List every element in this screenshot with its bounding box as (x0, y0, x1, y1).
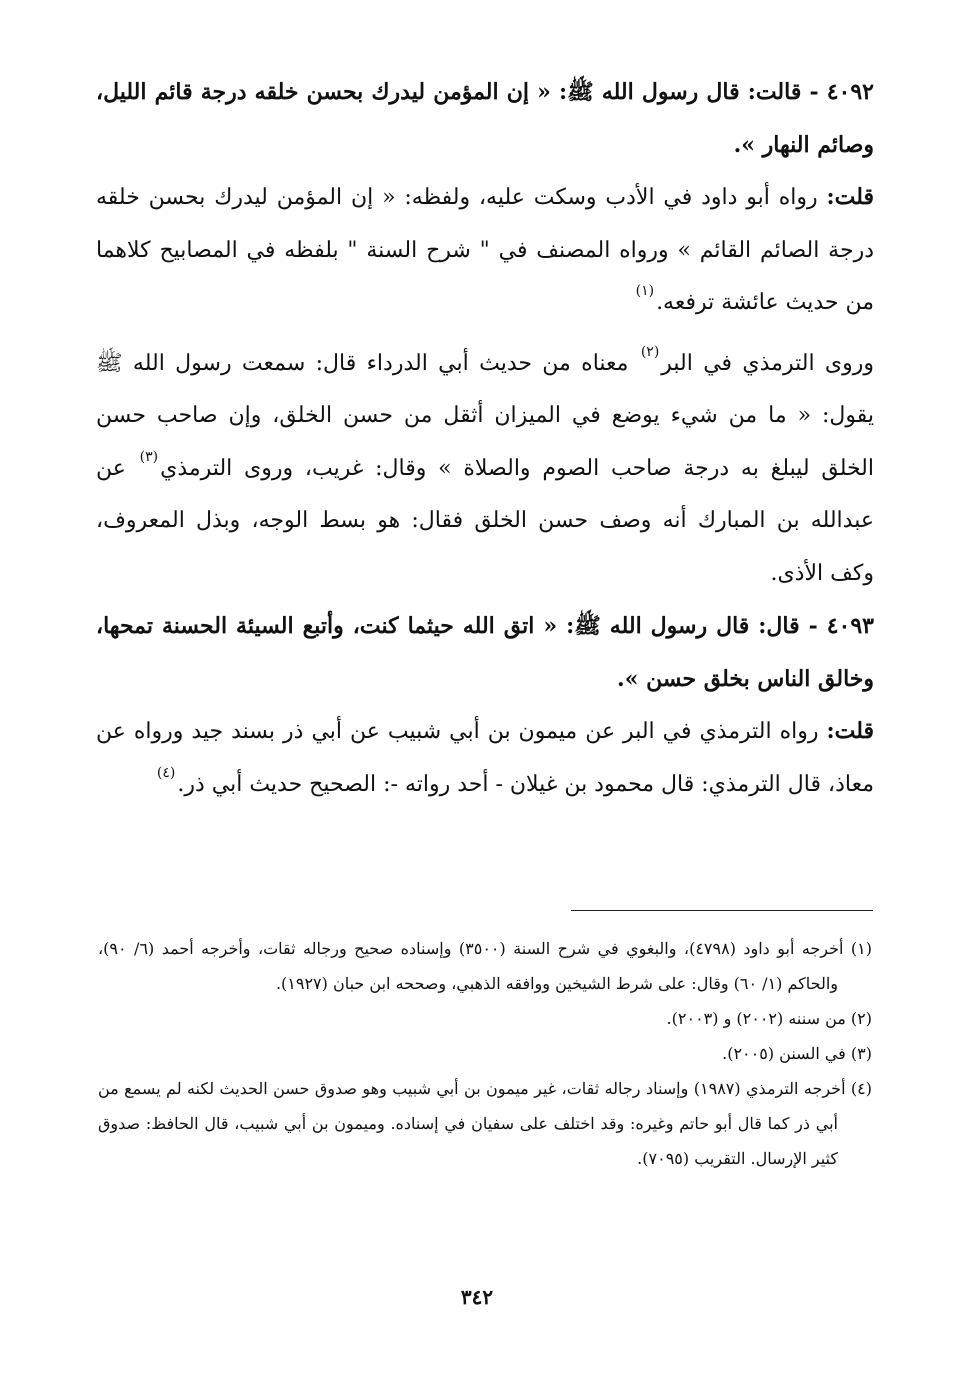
commentary-4093 (96, 705, 874, 811)
hadith-4092: ٤٠٩٢ - قالت: قال رسول الله ﷺ: « إن المؤمن ليدرك بحسن خلقه درجة قائم الليل، وصائم النهار ». (96, 79, 874, 158)
main-text (96, 66, 874, 811)
footnote-ref-3: (٣) (139, 448, 159, 465)
commentary-text: رواه الترمذي في البر عن ميمون بن أبي شبيب عن أبي ذر بسند جيد ورواه عن معاذ، قال الترمذي: قال محمود بن غيلان - أحد رواته -: الصحيح حديث أبي ذر. (96, 719, 874, 797)
hadith-4093: ٤٠٩٣ - قال: قال رسول الله ﷺ: « اتق الله حيثما كنت، وأتبع السيئة الحسنة تمحها، وخالق الناس بخلق حسن ». (96, 613, 874, 692)
paragraph-text-part: معناه من حديث أبي الدرداء قال: سمعت رسول الله ﷺ يقول: « ما من شيء يوضع في الميزان أثقل من حسن الخلق، وإن صاحب حسن الخلق ليبلغ به درجة صاحب الصوم والصلاة » وقال: غريب، وروى الترمذي (96, 350, 874, 481)
footnote-separator (571, 910, 873, 911)
page-number: ٣٤٢ (460, 1285, 494, 1309)
footnote-4: (٤) أخرجه الترمذي (١٩٨٧) وإسناد رجاله ثقات، غير ميمون بن أبي شبيب وهو صدوق حسن الحديث لكنه لم يسمع من أبي ذر كما قال أبو حاتم وغيره: وقد اختلف على سفيان في إسناده. وميمون بن أبي شبيب، قال الحافظ: صدوق كثير الإرسال. التقريب (٧٠٩٥). (98, 1079, 873, 1168)
footnote-3: (٣) في السنن (٢٠٠٥). (722, 1044, 872, 1063)
footnotes (98, 931, 872, 1176)
paragraph-text-part: وروى الترمذي في البر (661, 350, 874, 376)
paragraph-text-part: عن عبدالله بن المبارك أنه وصف حسن الخلق فقال: هو بسط الوجه، وبذل المعروف، وكف الأذى. (96, 455, 874, 586)
footnote-ref-4: (٤) (156, 764, 176, 781)
footnote-ref-2: (٢) (640, 343, 660, 360)
paragraph-tirmidhi-birr (96, 338, 874, 601)
commentary-text: رواه أبو داود في الأدب وسكت عليه، ولفظه: « إن المؤمن ليدرك بحسن خلقه درجة الصائم القائم » ورواه المصنف في " شرح السنة " بلفظه في المصابيح كلاهما من حديث عائشة ترفعه. (96, 185, 874, 315)
footnote-2: (٢) من سننه (٢٠٠٢) و (٢٠٠٣). (666, 1009, 872, 1028)
commentary-label: قلت: (826, 184, 874, 210)
commentary-label: قلت: (826, 718, 874, 744)
footnote-1: (١) أخرجه أبو داود (٤٧٩٨)، والبغوي في شرح السنة (٣٥٠٠) وإسناده صحيح ورجاله ثقات، وأخرجه أحمد (٦/ ٩٠)، والحاكم (١/ ٦٠) وقال: على شرط الشيخين ووافقه الذهبي، وصححه ابن حبان (١٩٢٧). (98, 939, 873, 993)
footnote-ref-1: (١) (635, 283, 655, 299)
commentary-4092 (96, 171, 874, 330)
